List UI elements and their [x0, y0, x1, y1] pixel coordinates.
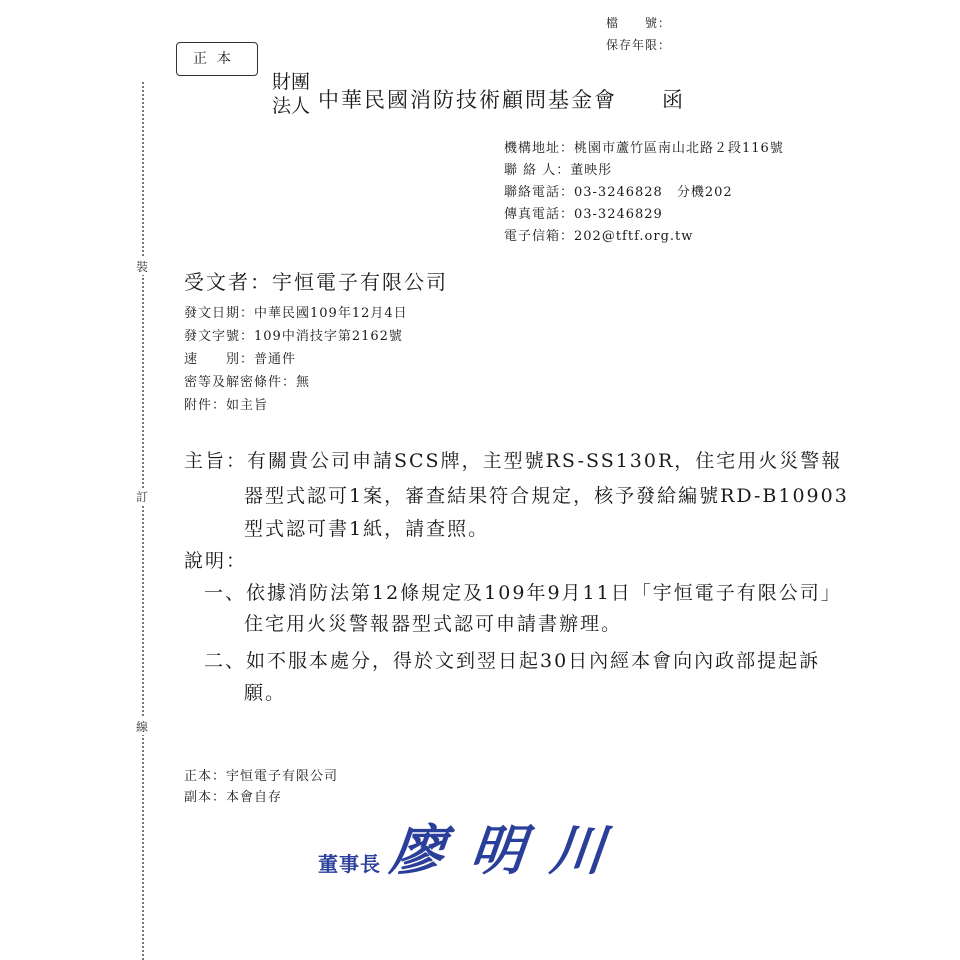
- signature-title: 董事長: [318, 852, 381, 876]
- file-number-label: 檔 號：: [606, 16, 672, 30]
- binding-mark-1: 裝: [136, 260, 149, 274]
- subject-line-2: 器型式認可1案，審查結果符合規定，核予發給編號RD-B10903: [244, 485, 849, 507]
- contact-fax: 傳真電話：03-3246829: [504, 207, 663, 222]
- recipient: 受文者：宇恒電子有限公司: [184, 270, 448, 294]
- org-address: 機構地址：桃園市蘆竹區南山北路２段116號: [504, 141, 784, 156]
- org-name: 中華民國消防技術顧問基金會: [318, 88, 617, 112]
- org-type: [272, 70, 310, 118]
- document-number: 發文字號：109中消技字第2162號: [184, 329, 403, 344]
- document-type: 函: [662, 88, 683, 112]
- explanation-item-2-line-1: 二、如不服本處分，得於文到翌日起30日內經本會向內政部提起訴: [204, 650, 821, 672]
- org-type-line2: 法人: [272, 95, 311, 117]
- signature-name: 廖明川: [387, 818, 634, 882]
- secrecy-level: 密等及解密條件：無: [184, 375, 311, 390]
- subject-line-1: 主旨：有關貴公司申請SCS牌，主型號RS-SS130R，住宅用火災警報: [184, 450, 843, 472]
- retention-label: 保存年限：: [606, 38, 672, 52]
- contact-person: 聯 絡 人：董映彤: [504, 163, 613, 178]
- binding-mark-2: 訂: [136, 490, 149, 504]
- subject-line-3: 型式認可書1紙，請查照。: [244, 518, 490, 540]
- binding-line: [142, 82, 144, 960]
- copy-recipient: 副本：本會自存: [184, 790, 283, 805]
- distribution: [184, 766, 338, 808]
- contact-email: 電子信箱：202@tftf.org.tw: [504, 229, 694, 244]
- issue-date: 發文日期：中華民國109年12月4日: [184, 306, 408, 321]
- org-type-line1: 財團: [272, 71, 311, 93]
- original-recipient: 正本：宇恒電子有限公司: [184, 769, 339, 784]
- attachment: 附件：如主旨: [184, 398, 269, 413]
- explanation-item-2-line-2: 願。: [244, 682, 287, 704]
- contact-phone: 聯絡電話：03-3246828 分機202: [504, 185, 733, 200]
- chairman-signature-stamp: [318, 808, 634, 885]
- document-meta: [184, 302, 408, 417]
- explanation-heading: 說明：: [184, 550, 248, 572]
- binding-mark-3: 線: [136, 720, 149, 734]
- delivery-speed: 速 別：普通件: [184, 352, 297, 367]
- original-copy-stamp: 正本: [176, 42, 258, 76]
- contact-block: [504, 138, 784, 248]
- explanation-item-1-line-1: 一、依據消防法第12條規定及109年9月11日「宇恒電子有限公司」: [204, 582, 842, 604]
- explanation-item-1-line-2: 住宅用火災警報器型式認可申請書辦理。: [244, 613, 623, 635]
